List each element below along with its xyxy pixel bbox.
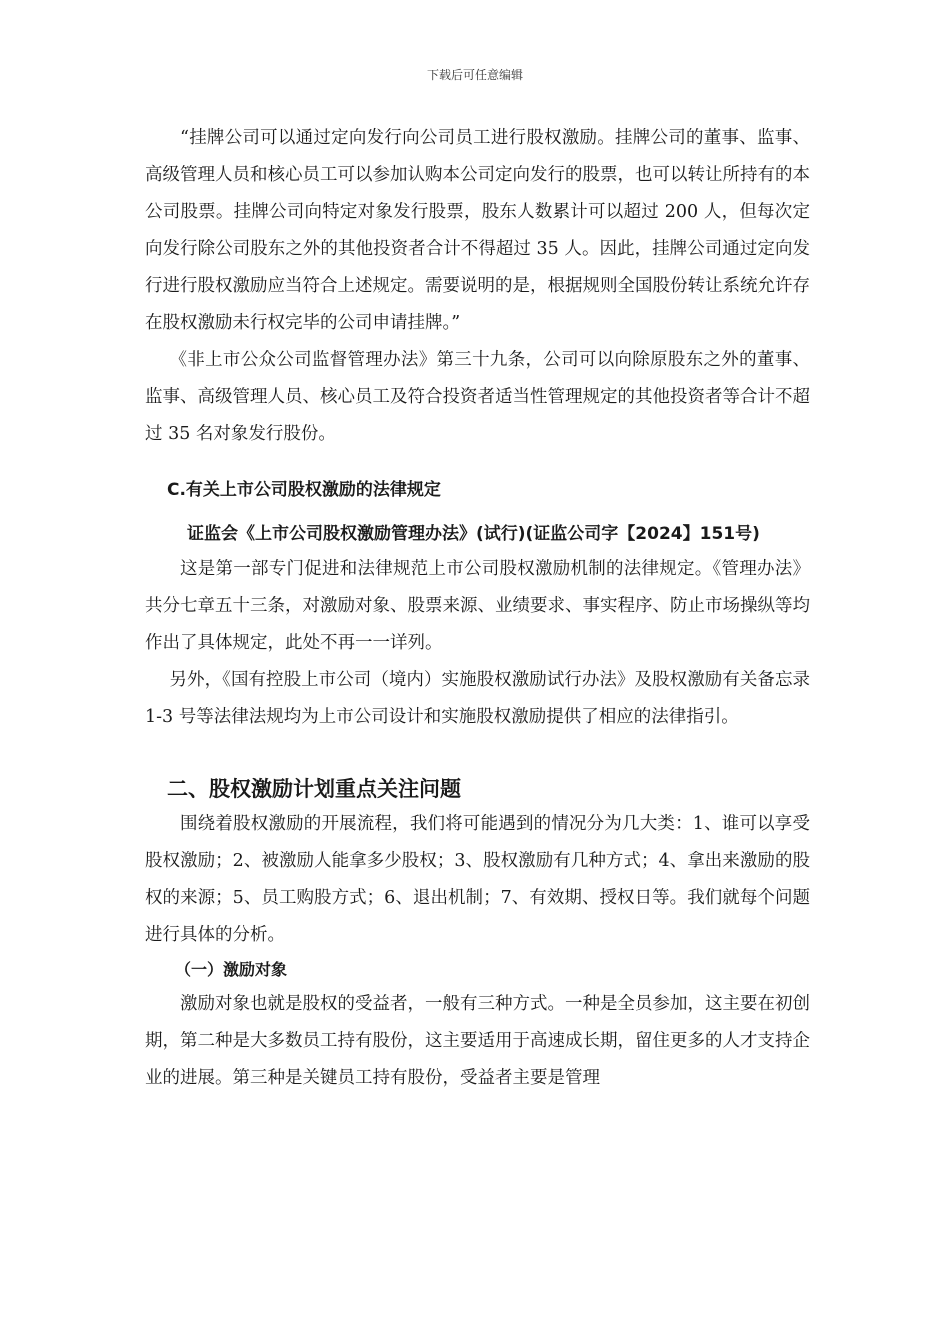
paragraph-regulation-39: 《非上市公众公司监督管理办法》第三十九条，公司可以向除原股东之外的董事、监事、高级管理人员、核心员工及符合投资者适当性管理规定的其他投资者等合计不超过 35 名对象发行股份。 [145,350,810,444]
document-body [145,120,810,1097]
heading-listed-company-law: C.有关上市公司股权激励的法律规定 [167,480,441,500]
paragraph-quote: “挂牌公司可以通过定向发行向公司员工进行股权激励。挂牌公司的董事、监事、高级管理人员和核心员工可以参加认购本公司定向发行的股票，也可以转让所持有的本公司股票。挂牌公司向特定对象发行股票，股东人数累计可以超过 200 人，但每次定向发行除公司股东之外的其他投资者合计不得超过 35 人。因此，挂牌公司通过定向发行进行股权激励应当符合上述规定。需要说明的是，根据规则全国股份转让系统允许存在股权激励未行权完毕的公司申请挂牌。” [145,128,810,333]
bold-reference: 证监会《上市公司股权激励管理办法》(试行)(证监公司字【2024】151号) [187,524,760,544]
paragraph-categories: 围绕着股权激励的开展流程，我们将可能遇到的情况分为几大类：1、谁可以享受股权激励；2、被激励人能拿多少股权；3、股权激励有几种方式；4、拿出来激励的股权的来源；5、员工购股方式；6、退出机制；7、有效期、授权日等。我们就每个问题进行具体的分析。 [145,814,810,945]
sub-heading-incentive-objects: （一）激励对象 [175,960,288,979]
section-title: 二、股权激励计划重点关注问题 [167,777,461,801]
paragraph-incentive-objects: 激励对象也就是股权的受益者，一般有三种方式。一种是全员参加，这主要在初创期，第二种是大多数员工持有股份，这主要适用于高速成长期，留住更多的人才支持企业的进展。第三种是关键员工持有股份，受益者主要是管理 [145,994,810,1088]
header-note: 下载后可任意编辑 [426,68,523,82]
paragraph-state-owned: 另外，《国有控股上市公司（境内）实施股权激励试行办法》及股权激励有关备忘录 1-3 号等法律法规均为上市公司设计和实施股权激励提供了相应的法律指引。 [145,670,810,727]
paragraph-management-measures: 这是第一部专门促进和法律规范上市公司股权激励机制的法律规定。《管理办法》共分七章五十三条，对激励对象、股票来源、业绩要求、事实程序、防止市场操纵等均作出了具体规定，此处不再一一详列。 [145,559,810,653]
